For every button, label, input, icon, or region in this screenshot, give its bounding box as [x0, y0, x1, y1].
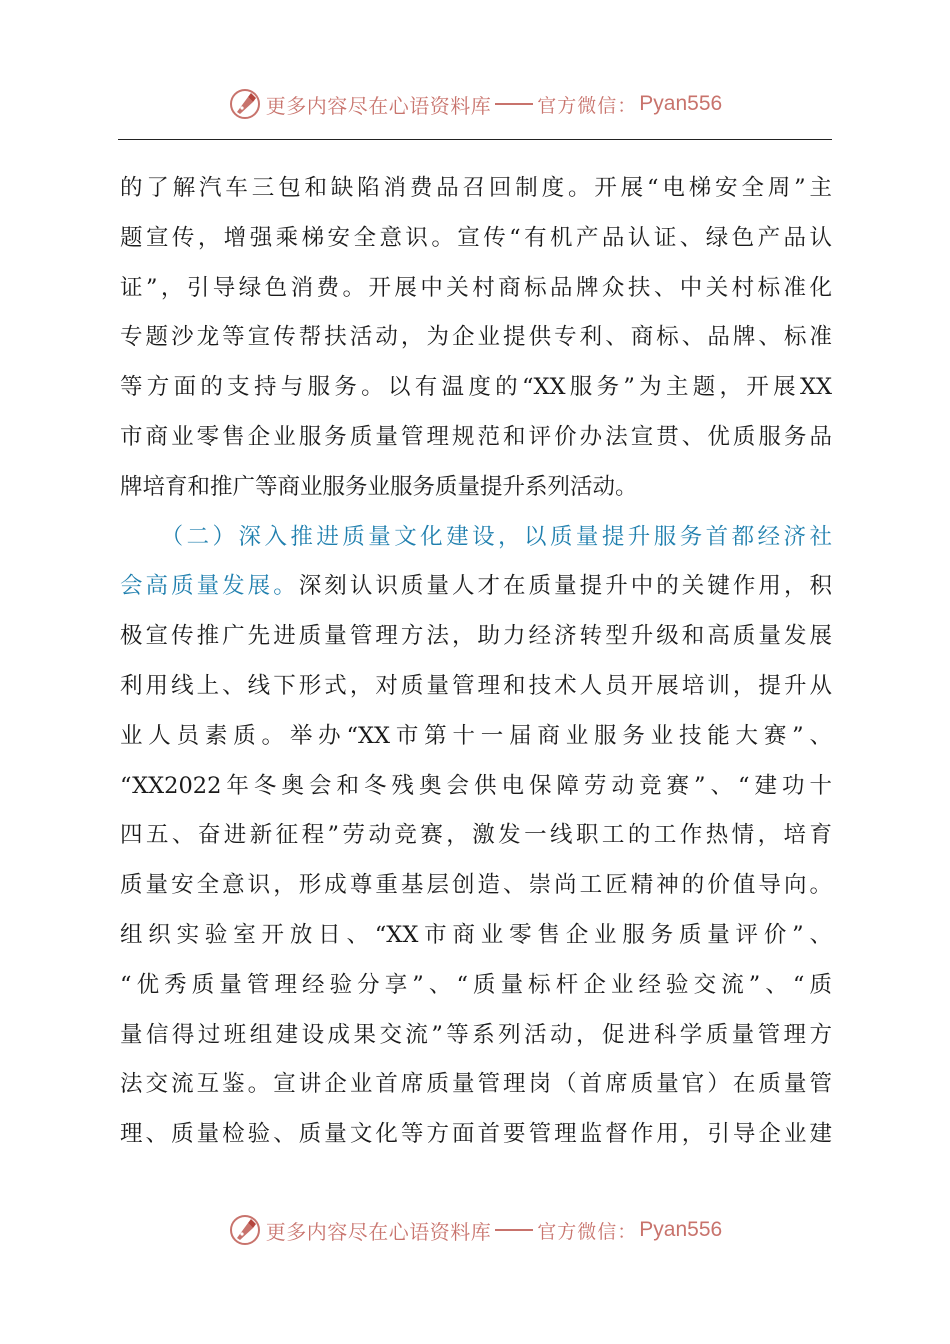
section-heading-text: （二）深入推进质量文化建设，以质量提升服务首都经济社 — [171, 523, 832, 550]
body-text: 理、质量检验、质量文化等方面首要管理监督作用，引导企业建 — [120, 1121, 832, 1148]
paragraph-indent — [120, 524, 172, 550]
page-header — [0, 84, 950, 124]
banner-brand-text: 更多内容尽在心语资料库 — [265, 93, 492, 118]
section-heading-text: 会高质量发展。 — [120, 573, 299, 600]
body-text: 利用线上、线下形式，对质量管理和技术人员开展培训，提升从 — [120, 672, 832, 699]
body-line — [120, 214, 832, 264]
page-footer — [0, 1210, 950, 1250]
body-line — [120, 264, 832, 314]
body-line — [120, 861, 832, 911]
banner-dash — [495, 1229, 533, 1231]
body-line — [120, 1110, 832, 1160]
body-text: 四五、奋进新征程”劳动竞赛，激发一线职工的工作热情，培育 — [120, 822, 832, 849]
body-text: “XX2022年冬奥会和冬残奥会供电保障劳动竞赛”、“建功十 — [120, 772, 832, 799]
body-text: 等方面的支持与服务。以有温度的“XX服务”为主题，开展XX — [120, 374, 832, 401]
body-line — [120, 1060, 832, 1110]
header-divider — [118, 139, 832, 140]
body-text: 组织实验室开放日、“XX市商业零售企业服务质量评价”、 — [120, 921, 832, 948]
banner-dash — [495, 103, 533, 105]
header-banner — [228, 87, 722, 121]
body-text: 市商业零售企业服务质量管理规范和评价办法宣贯、优质服务品 — [120, 423, 832, 450]
body-line — [120, 662, 832, 712]
body-line — [120, 712, 832, 762]
body-line — [120, 612, 832, 662]
body-line — [120, 811, 832, 861]
document-body — [120, 164, 832, 1160]
banner-brand-text: 更多内容尽在心语资料库 — [265, 1219, 492, 1244]
body-text: 深刻认识质量人才在质量提升中的关键作用，积 — [298, 573, 832, 600]
banner-official-text: 官方微信： — [537, 94, 638, 117]
body-line — [120, 463, 832, 513]
banner-wechat-handle: Pyan556 — [639, 1218, 723, 1241]
body-line — [120, 562, 832, 612]
body-line — [120, 911, 832, 961]
body-text: 业人员素质。举办“XX市第十一届商业服务业技能大赛”、 — [120, 722, 832, 749]
footer-banner — [228, 1213, 722, 1247]
pen-nib-icon — [228, 87, 262, 121]
body-text: 质量安全意识，形成尊重基层创造、崇尚工匠精神的价值导向。 — [120, 872, 832, 899]
banner-wechat-handle: Pyan556 — [639, 92, 723, 115]
body-line — [120, 762, 832, 812]
body-text: 证”，引导绿色消费。开展中关村商标品牌众扶、中关村标准化 — [120, 274, 832, 301]
body-line — [120, 413, 832, 463]
body-line — [120, 313, 832, 363]
body-text: 题宣传，增强乘梯安全意识。宣传“有机产品认证、绿色产品认 — [120, 224, 832, 251]
body-line — [120, 513, 832, 563]
banner-official-text: 官方微信： — [537, 1220, 638, 1243]
body-text: 法交流互鉴。宣讲企业首席质量管理岗（首席质量官）在质量管 — [120, 1071, 832, 1098]
body-line — [120, 164, 832, 214]
body-text: “优秀质量管理经验分享”、“质量标杆企业经验交流”、“质 — [120, 971, 832, 998]
body-text: 牌培育和推广等商业服务业服务质量提升系列活动。 — [120, 473, 638, 500]
body-text: 专题沙龙等宣传帮扶活动，为企业提供专利、商标、品牌、标准 — [120, 324, 832, 351]
body-text: 的了解汽车三包和缺陷消费品召回制度。开展“电梯安全周”主 — [120, 175, 832, 201]
body-line — [120, 961, 832, 1011]
body-line — [120, 363, 832, 413]
body-line — [120, 1011, 832, 1061]
body-text: 极宣传推广先进质量管理方法，助力经济转型升级和高质量发展 — [120, 623, 832, 650]
body-text: 量信得过班组建设成果交流”等系列活动，促进科学质量管理方 — [120, 1021, 832, 1048]
pen-nib-icon — [228, 1213, 262, 1247]
